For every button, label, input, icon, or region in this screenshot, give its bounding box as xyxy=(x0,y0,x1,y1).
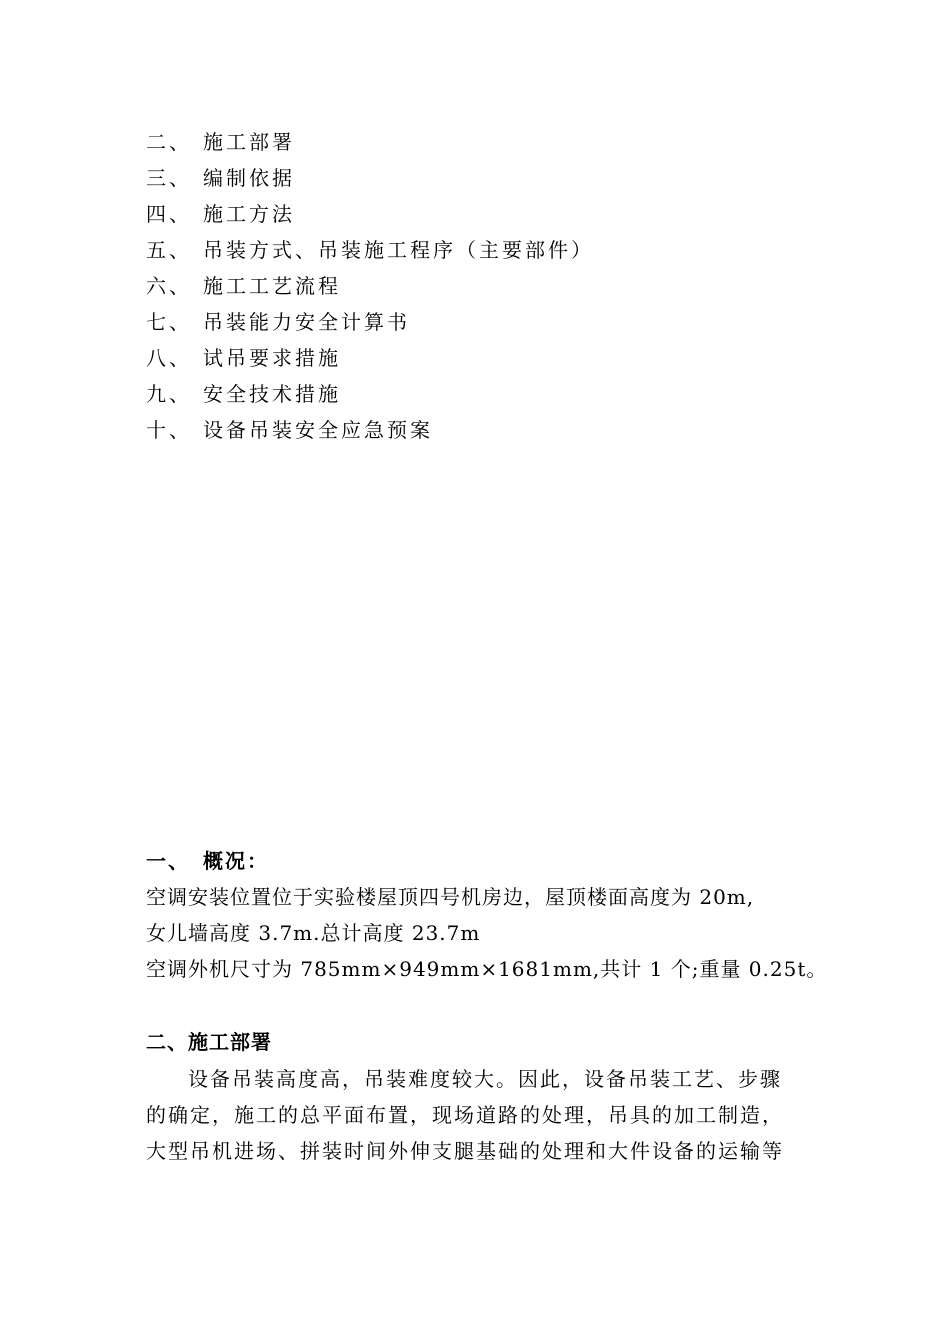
toc-item-number: 二、 xyxy=(146,130,192,154)
toc-item xyxy=(146,376,594,412)
toc-item xyxy=(146,196,594,232)
toc-item-number: 三、 xyxy=(146,166,192,190)
toc-item-title: 吊装方式、吊装施工程序（主要部件） xyxy=(203,238,594,262)
toc-item-title: 编制依据 xyxy=(203,166,295,190)
toc-item-number: 九、 xyxy=(146,382,192,406)
toc-item-title: 试吊要求措施 xyxy=(203,346,341,370)
toc-item-number: 八、 xyxy=(146,346,192,370)
toc-item xyxy=(146,340,594,376)
toc-item-number: 七、 xyxy=(146,310,192,334)
toc-item xyxy=(146,232,594,268)
toc-item-number: 十、 xyxy=(146,418,192,442)
paragraph-line: 大型吊机进场、拼装时间外伸支腿基础的处理和大件设备的运输等 xyxy=(146,1139,784,1163)
section-body-deployment xyxy=(146,1061,814,1169)
toc-item xyxy=(146,124,594,160)
paragraph-line: 设备吊装高度高，吊装难度较大。因此，设备吊装工艺、步骤 xyxy=(188,1067,782,1091)
paragraph-line: 空调外机尺寸为 785mm×949mm×1681mm,共计 1 个;重量 0.25t。 xyxy=(146,957,828,981)
section-heading-title: 概况： xyxy=(203,849,269,873)
section-heading-deployment: 二、施工部署 xyxy=(146,1030,272,1054)
paragraph-line: 的确定，施工的总平面布置，现场道路的处理，吊具的加工制造， xyxy=(146,1103,784,1127)
toc-item-title: 吊装能力安全计算书 xyxy=(203,310,410,334)
toc-item-title: 施工工艺流程 xyxy=(203,274,341,298)
toc-item-number: 六、 xyxy=(146,274,192,298)
toc-item-title: 施工部署 xyxy=(203,130,295,154)
section-heading-overview xyxy=(146,843,269,879)
toc-item-number: 四、 xyxy=(146,202,192,226)
toc-item xyxy=(146,160,594,196)
toc-item xyxy=(146,304,594,340)
toc-item-number: 五、 xyxy=(146,238,192,262)
toc-item-title: 安全技术措施 xyxy=(203,382,341,406)
section-body-overview xyxy=(146,879,826,987)
paragraph-line: 空调安装位置位于实验楼屋顶四号机房边，屋顶楼面高度为 20m, xyxy=(146,885,755,909)
section-heading-number: 一、 xyxy=(146,849,190,873)
paragraph-line: 女儿墙高度 3.7m.总计高度 23.7m xyxy=(146,921,481,945)
table-of-contents xyxy=(146,124,594,448)
toc-item-title: 设备吊装安全应急预案 xyxy=(203,418,433,442)
toc-item xyxy=(146,412,594,448)
toc-item-title: 施工方法 xyxy=(203,202,295,226)
toc-item xyxy=(146,268,594,304)
